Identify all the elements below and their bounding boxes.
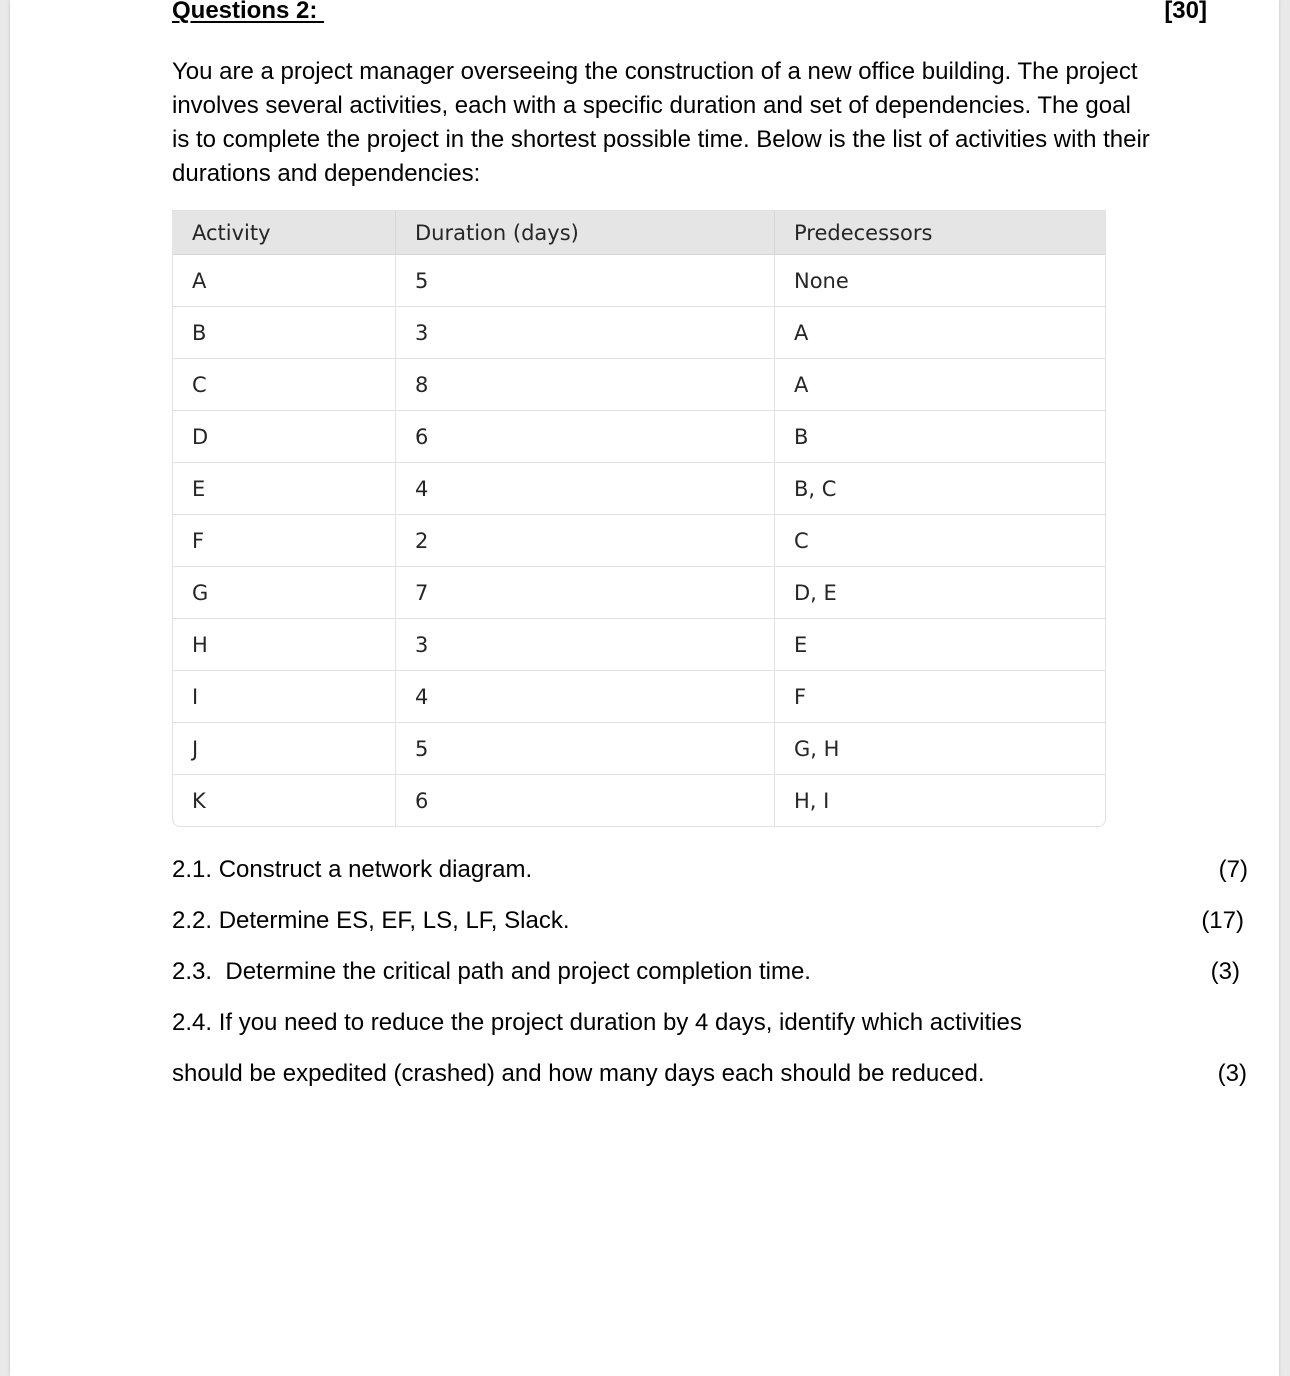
cell-activity: G (173, 567, 396, 619)
question-title: Questions 2: (172, 0, 325, 24)
cell-activity: A (173, 255, 396, 307)
subquestion-2-4-marks: (3) (1217, 1060, 1247, 1087)
cell-duration: 5 (396, 255, 775, 307)
cell-predecessors: None (775, 255, 1106, 307)
subquestion-2-3-marks: (3) (1210, 958, 1240, 985)
table-row (173, 411, 1105, 463)
table-row (173, 775, 1105, 827)
cell-activity: B (173, 307, 396, 359)
cell-activity: C (173, 359, 396, 411)
header-predecessors: Predecessors (775, 211, 1106, 255)
cell-activity: D (173, 411, 396, 463)
table-row (173, 723, 1105, 775)
cell-duration: 7 (396, 567, 775, 619)
cell-duration: 3 (396, 619, 775, 671)
cell-activity: F (173, 515, 396, 567)
cell-predecessors: A (775, 307, 1106, 359)
subquestion-2-4: 2.4. If you need to reduce the project duration by 4 days, identify which activities (172, 1009, 1022, 1036)
cell-duration: 6 (396, 775, 775, 827)
cell-predecessors: D, E (775, 567, 1106, 619)
cell-duration: 8 (396, 359, 775, 411)
cell-predecessors: A (775, 359, 1106, 411)
activity-table-container (172, 210, 1106, 827)
cell-predecessors: B, C (775, 463, 1106, 515)
document-page (10, 0, 1279, 1376)
table-row (173, 255, 1105, 307)
cell-predecessors: B (775, 411, 1106, 463)
cell-duration: 3 (396, 307, 775, 359)
cell-duration: 4 (396, 671, 775, 723)
subquestion-2-2: 2.2. Determine ES, EF, LS, LF, Slack. (172, 907, 570, 934)
cell-duration: 5 (396, 723, 775, 775)
table-row (173, 619, 1105, 671)
cell-predecessors: G, H (775, 723, 1106, 775)
cell-predecessors: F (775, 671, 1106, 723)
subquestion-2-4-continued: should be expedited (crashed) and how many days each should be reduced. (172, 1060, 985, 1087)
cell-predecessors: H, I (794, 788, 830, 813)
table-header-row (173, 211, 1105, 255)
subquestion-2-1-marks: (7) (1218, 856, 1248, 883)
question-intro: You are a project manager overseeing the construction of a new office building. The project involves several activities, each with a specific duration and set of dependencies. The goal is to complete the project in the shortest possible time. Below is the list of activities with their durations and dependencies: (172, 58, 1150, 187)
subquestion-2-3: 2.3. Determine the critical path and project completion time. (172, 958, 811, 985)
cell-activity: J (173, 723, 396, 775)
cell-duration: 4 (396, 463, 775, 515)
activity-table (173, 211, 1105, 826)
cell-predecessors: E (775, 619, 1106, 671)
subquestion-2-1: 2.1. Construct a network diagram. (172, 856, 533, 883)
header-activity: Activity (173, 211, 396, 255)
question-total-marks: [30] (1164, 0, 1207, 24)
cell-predecessors: C (775, 515, 1106, 567)
cell-activity: H (173, 619, 396, 671)
cell-duration: 2 (396, 515, 775, 567)
cell-activity: K (173, 775, 396, 827)
table-row (173, 359, 1105, 411)
table-row (173, 671, 1105, 723)
cell-activity: E (173, 463, 396, 515)
cell-duration: 6 (396, 411, 775, 463)
table-row (173, 515, 1105, 567)
table-row (173, 567, 1105, 619)
cell-activity: I (173, 671, 396, 723)
table-row (173, 463, 1105, 515)
table-row (173, 307, 1105, 359)
header-duration: Duration (days) (396, 211, 775, 255)
subquestion-2-2-marks: (17) (1201, 907, 1244, 934)
